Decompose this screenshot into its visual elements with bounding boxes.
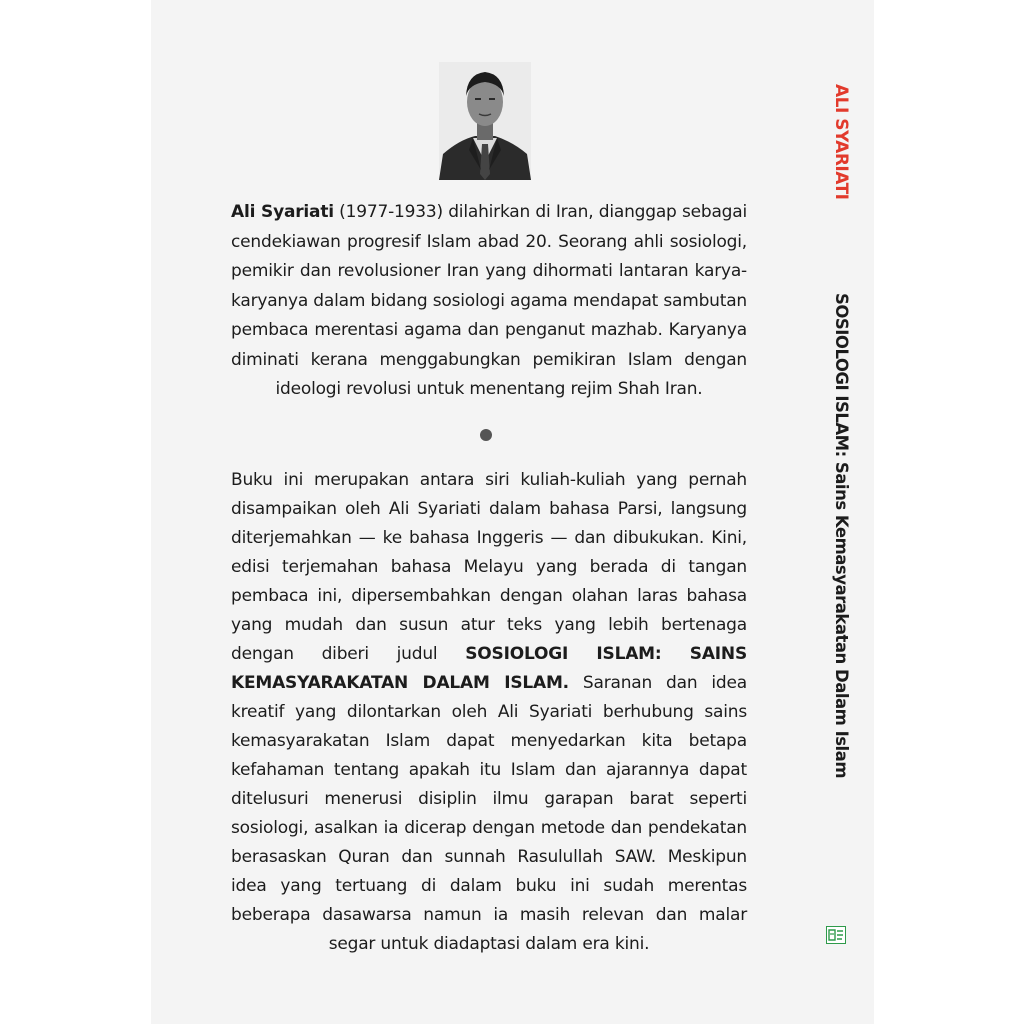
blurb-text-before: Buku ini merupakan antara siri kuliah-kuliah yang pernah disampaikan oleh Ali Syariati dalam bahasa Parsi, langsung diterjemahkan — ke bahasa Inggeris — dan dibukukan. Kini, edisi terjemahan bahasa Melayu yang berada di tangan pembaca ini, dipersembahkan dengan olahan laras bahasa yang mudah dan susun atur teks yang lebih bertenaga dengan diberi judul bbox=[231, 470, 747, 664]
section-divider-dot bbox=[480, 429, 492, 441]
blurb-text-after: Saranan dan idea kreatif yang dilontarkan oleh Ali Syariati berhubung sains kemasyarakatan Islam dapat menyedarkan kita betapa kefahaman tentang apakah itu Islam dan ajarannya dapat ditelusuri menerusi disiplin ilmu garapan barat seperti sosiologi, asalkan ia dicerap dengan metode dan pendekatan berasaskan Quran dan sunnah Rasulullah SAW. Meskipun idea yang tertuang di dalam buku ini sudah merentas beberapa dasawarsa namun ia masih relevan dan malar segar untuk diadaptasi dalam era kini. bbox=[231, 673, 747, 954]
spine-author: ALI SYARIATI bbox=[831, 84, 851, 200]
publisher-logo-icon bbox=[826, 926, 846, 944]
spine-title: SOSIOLOGI ISLAM: Sains Kemasyarakatan Dalam Islam bbox=[832, 293, 851, 779]
author-name: Ali Syariati bbox=[231, 202, 334, 222]
author-bio bbox=[231, 198, 747, 405]
book-blurb bbox=[231, 466, 747, 959]
author-portrait bbox=[439, 62, 531, 180]
blurb-book-title: SOSIOLOGI ISLAM: SAINS KEMASYARAKATAN DALAM ISLAM. bbox=[231, 644, 747, 693]
book-back-cover bbox=[151, 0, 874, 1024]
author-bio-text: (1977-1933) dilahirkan di Iran, dianggap sebagai cendekiawan progresif Islam abad 20. Seorang ahli sosiologi, pemikir dan revolusioner Iran yang dihormati lantaran karya-karyanya dalam bidang sosiologi agama mendapat sambutan pembaca merentasi agama dan penganut mazhab. Karyanya diminati kerana menggabungkan pemikiran Islam dengan ideologi revolusi untuk menentang rejim Shah Iran. bbox=[231, 202, 747, 399]
